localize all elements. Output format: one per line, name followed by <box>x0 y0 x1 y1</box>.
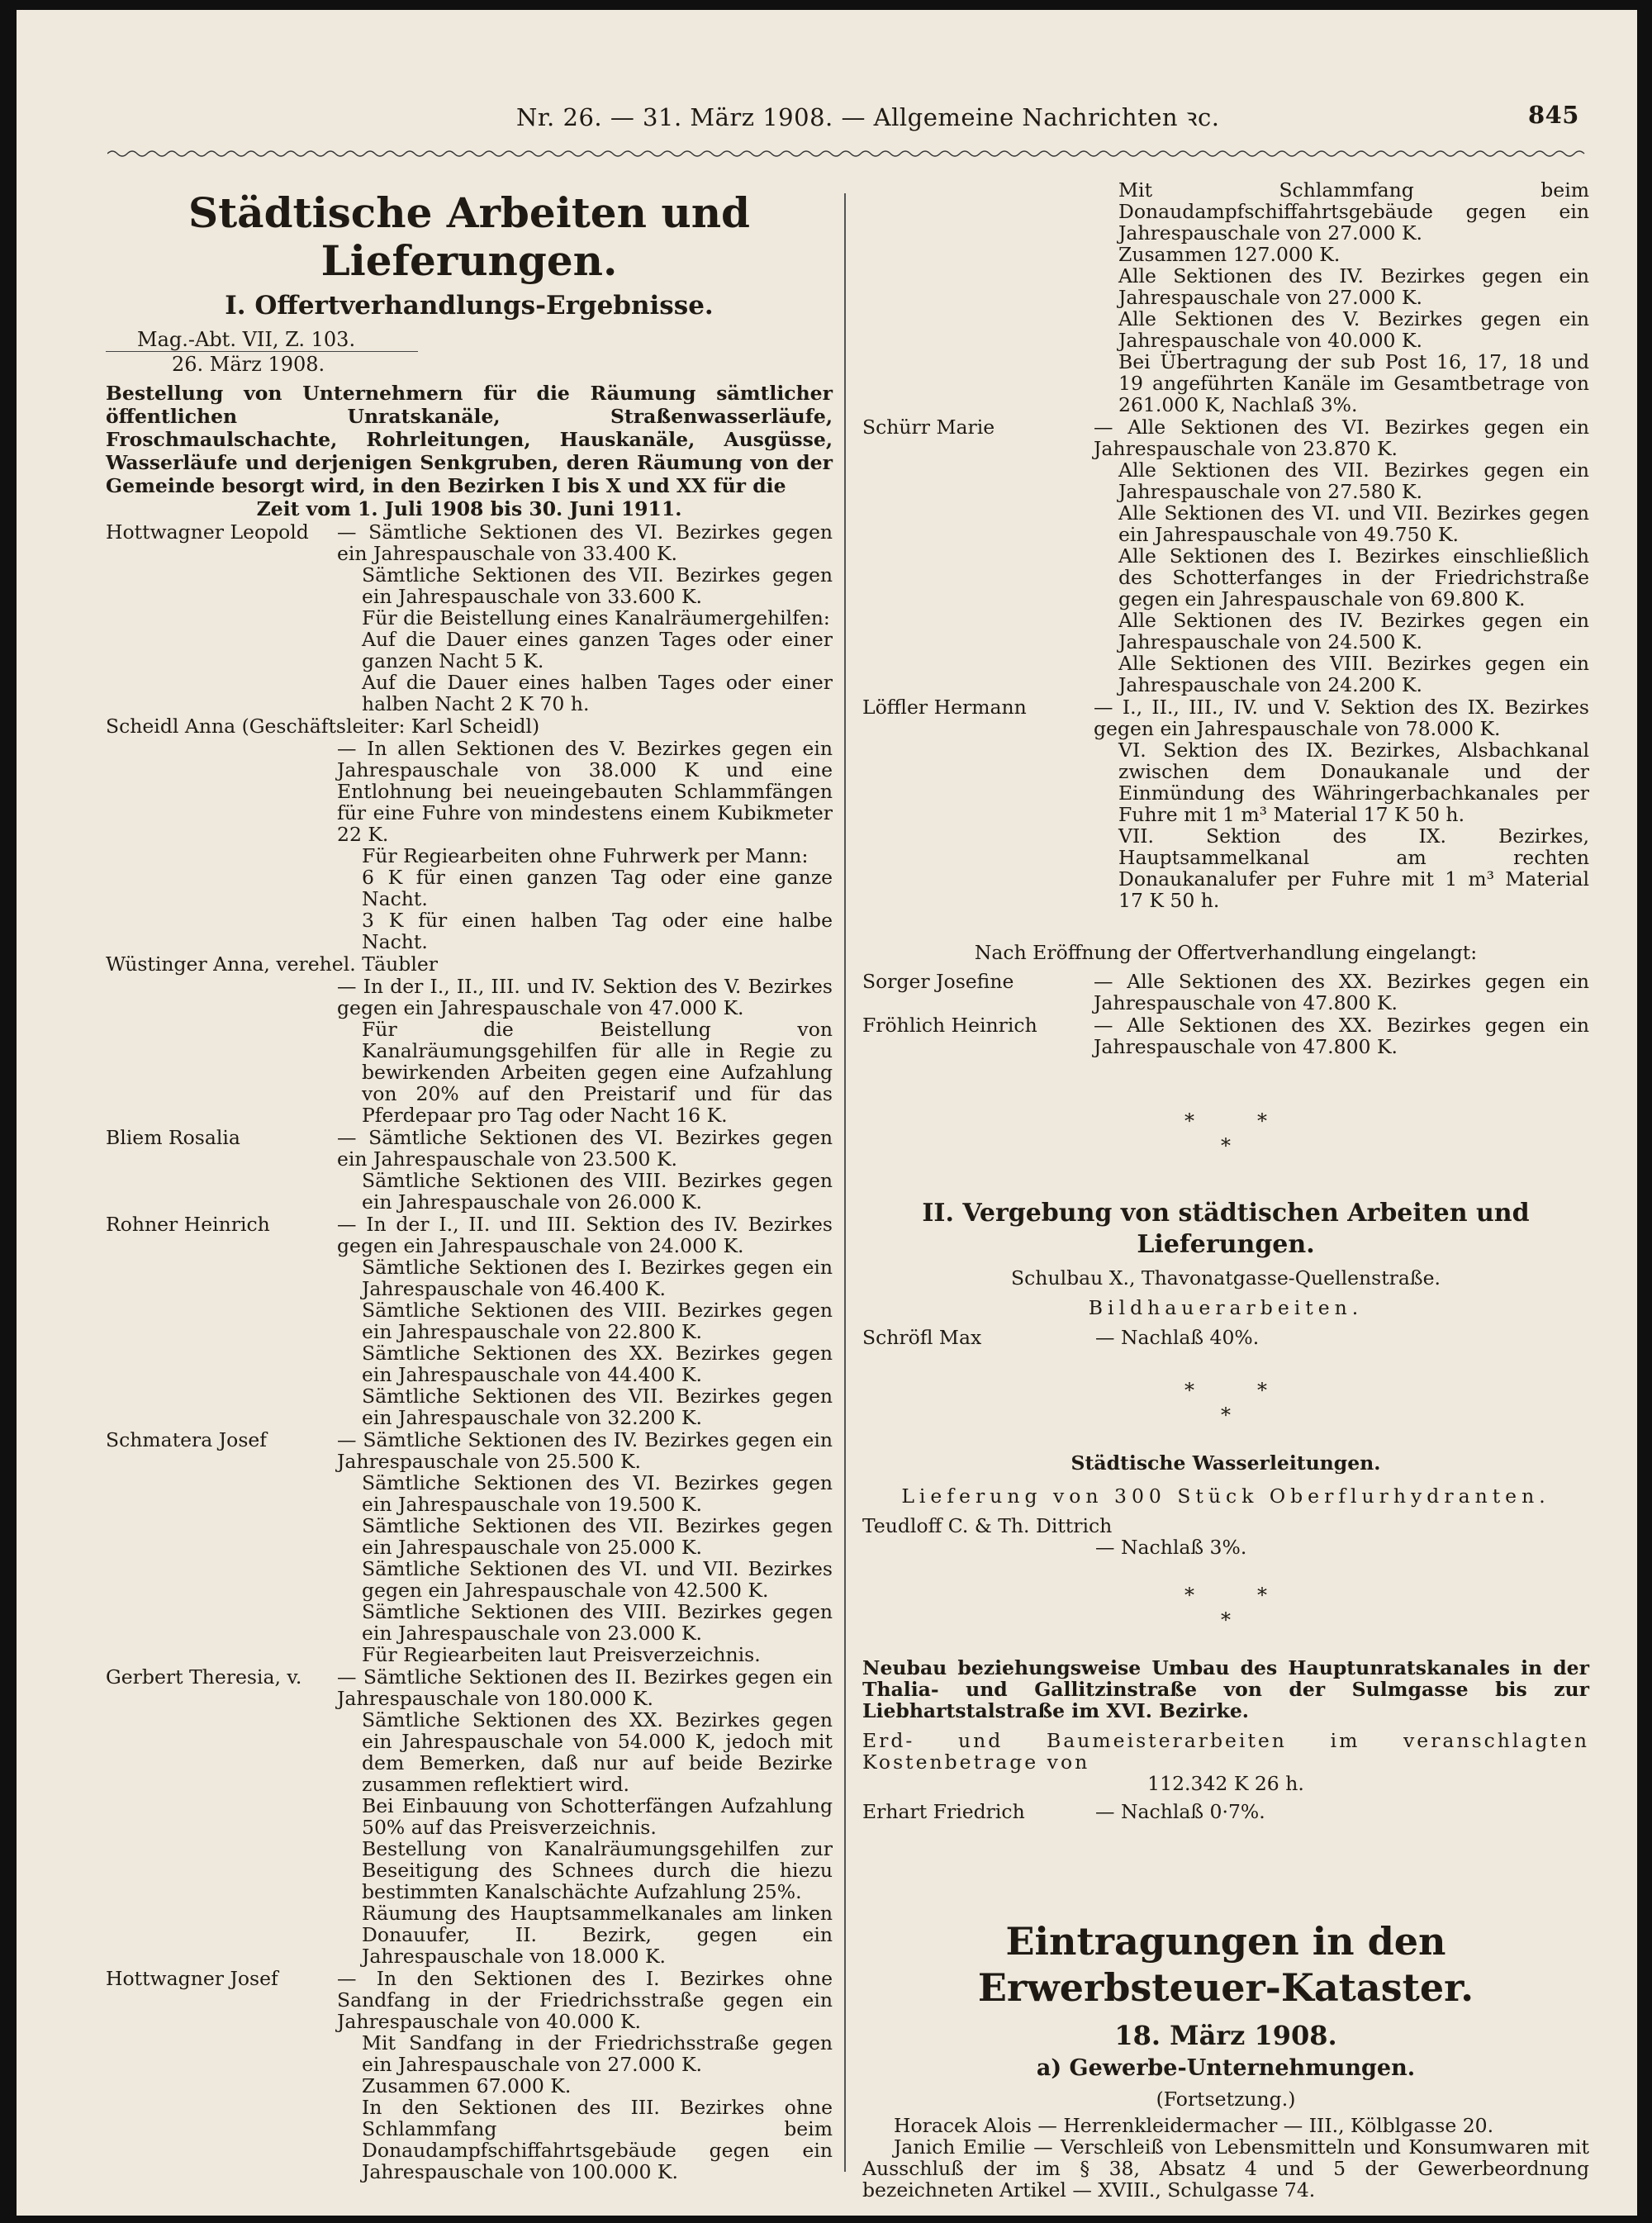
wavy-rule <box>107 149 1590 159</box>
entry-item: — In den Sektionen des I. Bezirkes ohne Sandfang in der Friedrichsstraße gegen ein Jahrespauschale von 40.000 K. <box>337 1967 833 2033</box>
header-title: Nr. 26. — 31. März 1908. — Allgemeine Nachrichten ꝛc. <box>516 103 1220 131</box>
page-number: 845 <box>1527 101 1579 129</box>
entry-item: Sämtliche Sektionen des VII. Bezirkes gegen ein Jahrespauschale von 32.200 K. <box>362 1385 833 1429</box>
entry-item: Zusammen 127.000 K. <box>1118 243 1341 266</box>
contractor-name: Schmatera Josef <box>106 1428 267 1451</box>
section-title: Städtische Arbeiten und Lieferungen. <box>188 188 751 285</box>
late-note: Nach Eröffnung der Offertverhandlung eingelangt: <box>974 941 1478 964</box>
contractor-name: Schürr Marie <box>862 416 995 439</box>
contractor-name: Hottwagner Josef <box>106 1967 278 1990</box>
neubau-heading: Neubau beziehungsweise Umbau des Hauptunratskanales in der Thalia- und Gallitzinstraße von der Sulmgasse bis zur Liebhartstalstraße im XVI. Bezirke. <box>862 1656 1589 1722</box>
star-separator <box>862 1583 1589 1632</box>
entry-item: Sämtliche Sektionen des VI. Bezirkes gegen ein Jahrespauschale von 19.500 K. <box>362 1471 833 1516</box>
entry-item: Alle Sektionen des IV. Bezirkes gegen ein Jahrespauschale von 27.000 K. <box>1118 264 1589 309</box>
entry-item: Bestellung von Kanalräumungsgehilfen zur Beseitigung des Schnees durch die hiezu bestimmten Kanalschächte Aufzahlung 25%. <box>362 1837 833 1903</box>
star: * <box>1257 1379 1267 1402</box>
entry-item: Alle Sektionen des VI. und VII. Bezirkes gegen ein Jahrespauschale von 49.750 K. <box>1118 501 1589 546</box>
entry-first-row <box>106 1968 833 2032</box>
lieferung-heading: Lieferung von 300 Stück Oberflurhydranten. <box>901 1484 1550 1508</box>
contractor-entry <box>106 715 833 952</box>
entry-item: Mit Sandfang in der Friedrichsstraße gegen ein Jahrespauschale von 27.000 K. <box>362 2031 833 2076</box>
entry-item: — Sämtliche Sektionen des II. Bezirkes gegen ein Jahrespauschale von 180.000 K. <box>337 1665 833 1710</box>
entry-item: Bei Einbauung von Schotterfängen Aufzahlung 50% auf das Preisverzeichnis. <box>362 1794 833 1839</box>
entry-item: — Alle Sektionen des VI. Bezirkes gegen ein Jahrespauschale von 23.870 K. <box>1094 416 1589 460</box>
left-column <box>106 179 833 2183</box>
contractor-entry <box>862 1014 1589 1057</box>
star-separator <box>862 1378 1589 1427</box>
right-column <box>862 179 1589 2201</box>
star: * <box>1257 1584 1267 1607</box>
contractor-entry <box>862 416 1589 696</box>
entry-first-row <box>862 696 1589 739</box>
entry-item: — In der I., II., III. und IV. Sektion des V. Bezirkes gegen ein Jahrespauschale von 47.000 K. <box>337 975 833 1019</box>
subsection-title: I. Offertverhandlungs-Ergebnisse. <box>225 291 714 321</box>
mag-reference: Mag.-Abt. VII, Z. 103. <box>106 328 418 352</box>
entry-item: Alle Sektionen des I. Bezirkes einschließlich des Schotterfanges in der Friedrichstraße gegen ein Jahrespauschale von 69.800 K. <box>1118 544 1589 610</box>
entry-item: Für die Beistellung von Kanalräumungsgehilfen für alle in Regie zu bewirkenden Arbeiten gegen eine Aufzahlung von 20% auf den Preistarif und für das Pferdepaar pro Tag oder Nacht 16 K. <box>362 1018 833 1127</box>
entry-first-row <box>862 416 1589 459</box>
star: * <box>1221 1608 1231 1632</box>
schulbau-heading: Schulbau X., Thavonatgasse-Quellenstraße. <box>1011 1266 1441 1290</box>
contractor-name: Fröhlich Heinrich <box>862 1014 1037 1037</box>
entry-item: Mit Schlammfang beim Donaudampfschiffahrtsgebäude gegen ein Jahrespauschale von 27.000 K. <box>1118 178 1589 245</box>
entry-item: Auf die Dauer eines ganzen Tages oder einer ganzen Nacht 5 K. <box>362 628 833 672</box>
star: * <box>1184 1379 1194 1402</box>
entry-first-row <box>862 971 1589 1014</box>
erd-value: 112.342 K 26 h. <box>1147 1772 1304 1795</box>
entry-item: 3 K für einen halben Tag oder eine halbe Nacht. <box>362 909 833 953</box>
entry-item: Für Regiearbeiten laut Preisverzeichnis. <box>362 1643 761 1666</box>
entry-item: — I., II., III., IV. und V. Sektion des IX. Bezirkes gegen ein Jahrespauschale von 78.000 K. <box>1094 696 1589 740</box>
schroefl-row <box>862 1327 1589 1353</box>
contractor-value: — Nachlaß 40%. <box>1095 1326 1260 1349</box>
entry-item: — Sämtliche Sektionen des VI. Bezirkes gegen ein Jahrespauschale von 23.500 K. <box>337 1126 833 1171</box>
erd-text: Erd- und Baumeisterarbeiten im veranschlagten Kostenbetrage von <box>862 1729 1589 1774</box>
entry-item: Für die Beistellung eines Kanalräumergehilfen: <box>362 606 830 629</box>
contractor-entry <box>106 953 833 1126</box>
entry-item: — Alle Sektionen des XX. Bezirkes gegen ein Jahrespauschale von 47.800 K. <box>1094 1014 1589 1058</box>
contractor-name: Gerbert Theresia, v. <box>106 1665 302 1689</box>
entry-first-row <box>862 1014 1589 1057</box>
entry-item: — Sämtliche Sektionen des VI. Bezirkes gegen ein Jahrespauschale von 33.400 K. <box>337 520 833 565</box>
entry-item: Sämtliche Sektionen des XX. Bezirkes gegen ein Jahrespauschale von 44.400 K. <box>362 1342 833 1386</box>
teudloff-value: — Nachlaß 3%. <box>1095 1536 1247 1559</box>
kataster-date: 18. März 1908. <box>1114 2020 1337 2051</box>
intro-text: Bestellung von Unternehmern für die Räumung sämtlicher öffentlichen Unratskanäle, Straßenwasserläufe, Froschmaulschachte, Rohrleitungen, Hauskanäle, Ausgüsse, Wasserläufe und derjenigen Senkgruben, deren Räumung von der Gemeinde besorgt wird, in den Bezirken I bis X und XX für die <box>106 382 833 497</box>
reference-date: 26. März 1908. <box>172 353 325 376</box>
contractor-entry <box>106 521 833 715</box>
contractor-entry <box>106 1127 833 1213</box>
entry-item: Alle Sektionen des IV. Bezirkes gegen ein Jahrespauschale von 24.500 K. <box>1118 609 1589 653</box>
contractor-name: Bliem Rosalia <box>106 1126 240 1149</box>
bildhauer-heading: Bildhauerarbeiten. <box>1088 1296 1364 1319</box>
left-entries <box>106 521 833 2183</box>
entry-janich: Janich Emilie — Verschleiß von Lebensmitteln und Konsumwaren mit Ausschluß der im § 38, Absatz 4 und 5 der Gewerbeordnung bezeichneten Artikel — XVIII., Schulgasse 74. <box>862 2135 1589 2202</box>
contractor-entry <box>862 971 1589 1014</box>
contractor-name: Schröfl Max <box>862 1326 982 1349</box>
entry-first-row <box>106 1214 833 1256</box>
entry-item: — In allen Sektionen des V. Bezirkes gegen ein Jahrespauschale von 38.000 K und eine Entlohnung bei neueingebauten Schlammfängen für eine Fuhre von mindestens einem Kubikmeter 22 K. <box>337 737 833 846</box>
section2-title-line1: II. Vergebung von städtischen Arbeiten und <box>922 1199 1530 1228</box>
entry-first-row <box>106 1666 833 1709</box>
contractor-name: Scheidl Anna (Geschäftsleiter: Karl Scheidl) <box>106 715 540 738</box>
right-entries <box>862 416 1589 911</box>
entry-item: Sämtliche Sektionen des VII. Bezirkes gegen ein Jahrespauschale von 33.600 K. <box>362 563 833 608</box>
contractor-entry <box>106 1666 833 1967</box>
contractor-name: Sorger Josefine <box>862 970 1014 993</box>
contractor-entry <box>862 696 1589 911</box>
kataster-title: Eintragungen in den Erwerbsteuer-Kataster. <box>977 1919 1474 2010</box>
entry-item: VII. Sektion des IX. Bezirkes, Hauptsammelkanal am rechten Donaukanalufer per Fuhre mit 1 m³ Material 17 K 50 h. <box>1118 824 1589 912</box>
contractor-entry <box>106 1214 833 1428</box>
star: * <box>1221 1134 1231 1157</box>
entry-item: Sämtliche Sektionen des VIII. Bezirkes gegen ein Jahrespauschale von 26.000 K. <box>362 1169 833 1214</box>
entry-item: Sämtliche Sektionen des XX. Bezirkes gegen ein Jahrespauschale von 54.000 K, jedoch mit dem Bemerken, daß nur auf beide Bezirke zusammen reflektiert wird. <box>362 1708 833 1796</box>
entry-item: Sämtliche Sektionen des VIII. Bezirkes gegen ein Jahrespauschale von 22.800 K. <box>362 1299 833 1343</box>
contractor-entry <box>106 1429 833 1665</box>
entry-item: Sämtliche Sektionen des VIII. Bezirkes gegen ein Jahrespauschale von 23.000 K. <box>362 1600 833 1645</box>
entry-item: In den Sektionen des III. Bezirkes ohne Schlammfang beim Donaudampfschiffahrtsgebäude gegen ein Jahrespauschale von 100.000 K. <box>362 2096 833 2183</box>
entry-item: Auf die Dauer eines halben Tages oder einer halben Nacht 2 K 70 h. <box>362 671 833 715</box>
gewerbe-heading: a) Gewerbe-Unternehmungen. <box>1036 2055 1416 2081</box>
continued-items <box>862 179 1589 416</box>
entry-item: Für Regiearbeiten ohne Fuhrwerk per Mann: <box>362 844 809 867</box>
intro-period: Zeit vom 1. Juli 1908 bis 30. Juni 1911. <box>256 497 682 520</box>
teudloff-name: Teudloff C. & Th. Dittrich <box>862 1514 1113 1537</box>
section2-title <box>862 1198 1589 1261</box>
entry-item: — In der I., II. und III. Sektion des IV. Bezirkes gegen ein Jahrespauschale von 24.000 K. <box>337 1213 833 1257</box>
star: * <box>1184 1584 1194 1607</box>
intro-paragraph <box>106 382 833 520</box>
contractor-name: Löffler Hermann <box>862 696 1027 719</box>
contractor-entry <box>106 1968 833 2183</box>
newspaper-page <box>17 10 1637 2216</box>
entry-horacek: Horacek Alois — Herrenkleidermacher — III., Kölblgasse 20. <box>894 2114 1494 2137</box>
contractor-name: Hottwagner Leopold <box>106 520 309 544</box>
contractor-name: Rohner Heinrich <box>106 1213 270 1236</box>
entry-first-row <box>106 521 833 564</box>
entry-item: Räumung des Hauptsammelkanales am linken Donauufer, II. Bezirk, gegen ein Jahrespauschale von 18.000 K. <box>362 1902 833 1968</box>
entry-item: Alle Sektionen des V. Bezirkes gegen ein Jahrespauschale von 40.000 K. <box>1118 307 1589 352</box>
entry-item: Bei Übertragung der sub Post 16, 17, 18 und 19 angeführten Kanäle im Gesamtbetrage von 261.000 K, Nachlaß 3%. <box>1118 350 1589 416</box>
wasser-heading: Städtische Wasserleitungen. <box>1070 1451 1381 1475</box>
entry-item: 6 K für einen ganzen Tag oder eine ganze Nacht. <box>362 866 833 910</box>
entry-item: VI. Sektion des IX. Bezirkes, Alsbachkanal zwischen dem Donaukanale und der Einmündung des Währingerbachkanales per Fuhre mit 1 m³ Material 17 K 50 h. <box>1118 739 1589 826</box>
entry-item: Sämtliche Sektionen des VI. und VII. Bezirkes gegen ein Jahrespauschale von 42.500 K. <box>362 1557 833 1602</box>
entry-item: — Alle Sektionen des XX. Bezirkes gegen ein Jahrespauschale von 47.800 K. <box>1094 970 1589 1014</box>
entry-item: Sämtliche Sektionen des I. Bezirkes gegen ein Jahrespauschale von 46.400 K. <box>362 1256 833 1300</box>
contractor-name: Wüstinger Anna, verehel. Täubler <box>106 952 439 976</box>
star: * <box>1221 1404 1231 1427</box>
entry-first-row <box>106 1127 833 1170</box>
star: * <box>1257 1109 1267 1133</box>
fortsetzung: (Fortsetzung.) <box>1156 2088 1296 2111</box>
entry-item: — Sämtliche Sektionen des IV. Bezirkes gegen ein Jahrespauschale von 25.500 K. <box>337 1428 833 1473</box>
entry-first-row <box>106 1429 833 1472</box>
column-divider <box>844 193 846 2172</box>
entry-item: Alle Sektionen des VIII. Bezirkes gegen ein Jahrespauschale von 24.200 K. <box>1118 652 1589 696</box>
star-separator <box>862 1109 1589 1158</box>
entry-item: Alle Sektionen des VII. Bezirkes gegen ein Jahrespauschale von 27.580 K. <box>1118 458 1589 503</box>
contractor-name: Erhart Friedrich <box>862 1800 1025 1823</box>
section2-title-line2: Lieferungen. <box>1137 1230 1315 1259</box>
contractor-value: — Nachlaß 0·7%. <box>1095 1800 1265 1823</box>
erhart-row <box>862 1801 1589 1827</box>
entry-item: Sämtliche Sektionen des VII. Bezirkes gegen ein Jahrespauschale von 25.000 K. <box>362 1514 833 1559</box>
late-entries <box>862 971 1589 1057</box>
entry-item: Zusammen 67.000 K. <box>362 2074 572 2097</box>
star: * <box>1184 1109 1194 1133</box>
